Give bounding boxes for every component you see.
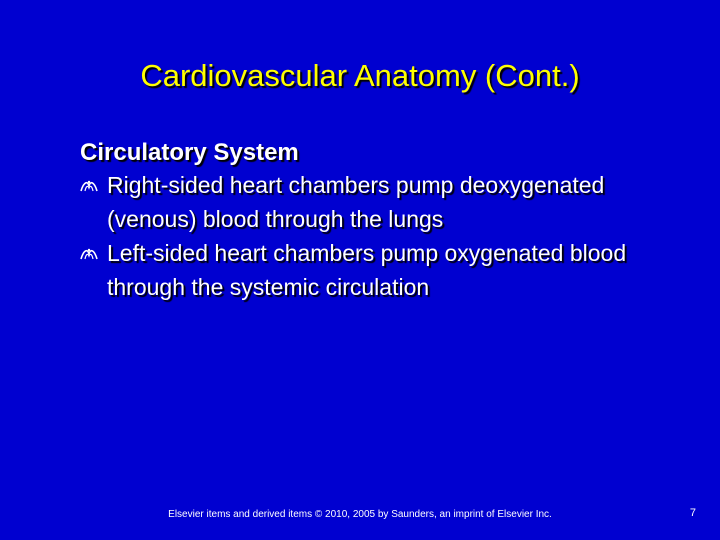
- copyright-footer: Elsevier items and derived items © 2010, 2005 by Saunders, an imprint of Elsevier Inc.: [168, 509, 552, 520]
- slide-content: [80, 138, 660, 304]
- bullet-list: [80, 168, 660, 304]
- bullet-text: Left-sided heart chambers pump oxygenated blood through the systemic circulation: [107, 240, 627, 300]
- bullet-item: [80, 236, 660, 304]
- bullet-text: Right-sided heart chambers pump deoxygenated (venous) blood through the lungs: [107, 172, 605, 232]
- slide-title: Cardiovascular Anatomy (Cont.): [140, 58, 580, 93]
- section-heading: Circulatory System: [80, 139, 299, 166]
- bullet-flourish-icon: [79, 179, 99, 193]
- page-number: 7: [689, 507, 696, 519]
- bullet-item: [80, 168, 660, 236]
- bullet-flourish-icon: [79, 247, 99, 261]
